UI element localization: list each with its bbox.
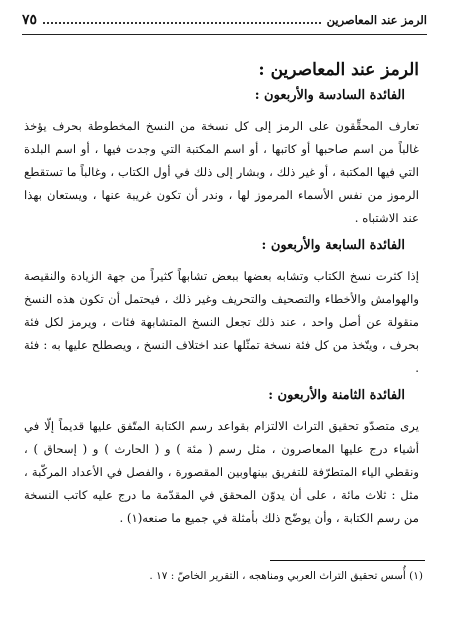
leader-dots (43, 22, 321, 24)
block-heading: الفائدة الثامنة والأربعون : (268, 388, 405, 403)
block-paragraph: تعارف المحقِّقون على الرمز إلى كل نسخة من النسخ المخطوطة بحرف يؤخذ غالباً من اسم صاحبها أو كاتبها ، أو اسم المكتبة التي وجدت فيها ، أو اسم البلدة التي فيها المكتبة ، أو غير ذلك ، وبشار إلى ذلك في أول الكتاب ، وغالباً ما تستقطع الرموز من نفس الأسماء المرموز لها ، وندر أن تكون غريبة عنها ، ويستعان بهذا عند الاشتباه . (24, 119, 419, 225)
footnote-rule (270, 560, 425, 561)
page-number: ٧٥ (22, 12, 38, 28)
header-rule (22, 34, 427, 35)
page-content (24, 60, 419, 536)
footnote: (١) أُسس تحقيق التراث العربي ومناهجه ، التقرير الخاصّ : ١٧ . (149, 570, 423, 582)
block-heading: الفائدة السادسة والأربعون : (254, 88, 405, 103)
block-heading: الفائدة السابعة والأربعون : (261, 238, 405, 253)
block-paragraph: يرى متصدّو تحقيق التراث الالتزام بقواعد رسم الكتابة المتّفق عليها قديماً إلّا في أشياء درج عليها المعاصرون ، مثل رسم ( مئة ) و ( الحارث ) و ( إسحاق ) ، ونقطي الياء المتطرّفة للتفريق بينهاوبين المقصورة ، والفصل في الأعداد المركّبة ، مثل : ثلاث مائة ، على أن يدوّن المحقق في المقدّمة ما درج عليه كاتب النسخة من رسم الكتابة ، وأن يوضّح ذلك بأمثلة في جميع ما صنعه(١) . (24, 419, 419, 525)
block-paragraph: إذا كثرت نسخ الكتاب وتشابه بعضها ببعض تشابهاً كثيراً من جهة الزيادة والنقيصة والهوامش والأخطاء والتصحيف والتحريف وغير ذلك ، فيحتمل أن تكون هذه النسخ منقولة عن أصل واحد ، عند ذلك تجعل النسخ المتشابهة فئات ، ويرمز لكل فئة بحرف ، ويتّخذ من كل فئة نسخة تمثّلها عند اختلاف النسخ ، ويصطلح عليها به : فئة . (24, 269, 419, 375)
running-header (22, 12, 427, 28)
section-heading: الرمز عند المعاصرين : (258, 60, 419, 80)
running-title: الرمز عند المعاصرين (326, 13, 427, 27)
